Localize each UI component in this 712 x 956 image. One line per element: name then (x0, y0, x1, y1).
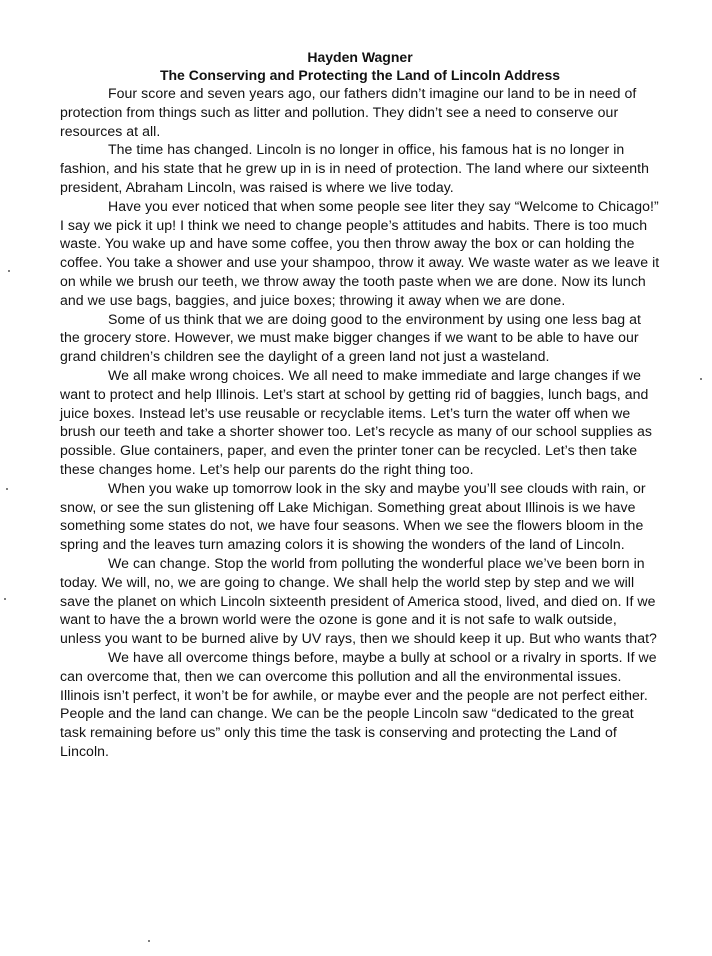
paragraph: We all make wrong choices. We all need to make immediate and large changes if we want to protect and help Illinois. Let’s start at school by getting rid of baggies, lunch bags, and juice boxes. Instead let’s use reusable or recyclable items. Let’s turn the water off when we brush our teeth and take a shorter shower too. Let’s recycle as many of our school supplies as possible. Glue containers, paper, and even the printer toner can be recycled. Let’s then take these changes home. Let’s help our parents do the right thing too. (60, 366, 652, 477)
paragraph: Four score and seven years ago, our fathers didn’t imagine our land to be in need of protection from things such as litter and pollution. They didn’t see a need to conserve our resources at all. (60, 85, 637, 139)
document-title: The Conserving and Protecting the Land of Lincoln Address (159, 67, 561, 83)
paragraph: When you wake up tomorrow look in the sky and maybe you’ll see clouds with rain, or snow, or see the sun glistening off Lake Michigan. Something great about Illinois is we have something some states do not, we have four seasons. When we see the flowers bloom in the spring and the leaves turn amazing colors it is showing the wonders of the land of Lincoln. (60, 479, 646, 553)
scan-speck (4, 598, 6, 600)
paragraph: Some of us think that we are doing good to the environment by using one less bag at the grocery store. However, we must make bigger changes if we want to be able to have our grand children’s children see the daylight of a green land not just a wasteland. (60, 310, 642, 365)
scan-speck (8, 270, 10, 272)
paragraph: Have you ever noticed that when some people see liter they say “Welcome to Chicago!” I say we pick it up! I think we need to change people’s attitudes and habits. There is too much waste. You wake up and have some coffee, you then throw away the box or can holding the coffee. You take a shower and use your shampoo, throw it away. We waste water as we leave it on while we brush our teeth, we throw away the tooth paste when we are done. Now its lunch and we use bags, baggies, and juice boxes; throwing it away when we are done. (60, 197, 660, 308)
paragraph: The time has changed. Lincoln is no longer in office, his famous hat is no longer in fashion, and his state that he grew up in is in need of protection. The land where our sixteenth president, Abraham Lincoln, was raised is where we live today. (60, 141, 650, 195)
paragraph: We have all overcome things before, maybe a bully at school or a rivalry in sports. If we can overcome that, then we can overcome this pollution and all the environmental issues. Illinois isn’t perfect, it won’t be for awhile, or maybe ever and the people are not perfect either. People and the land can change. We can be the people Lincoln saw “dedicated to the great task remaining before us” only this time the task is conserving and protecting the Land of Lincoln. (60, 648, 657, 759)
document-body (60, 48, 660, 761)
scan-speck (6, 488, 8, 490)
paragraph: We can change. Stop the world from polluting the wonderful place we’ve been born in today. We will, no, we are going to change. We shall help the world step by step and we will save the planet on which Lincoln sixteenth president of America stood, lived, and died on. If we want to have the a brown world were the ozone is gone and it is not safe to walk outside, unless you want to be burned alive by UV rays, then we should keep it up. But who wants that? (60, 554, 657, 647)
scan-speck (148, 940, 150, 942)
author-name: Hayden Wagner (307, 49, 413, 65)
scan-speck (700, 378, 702, 380)
